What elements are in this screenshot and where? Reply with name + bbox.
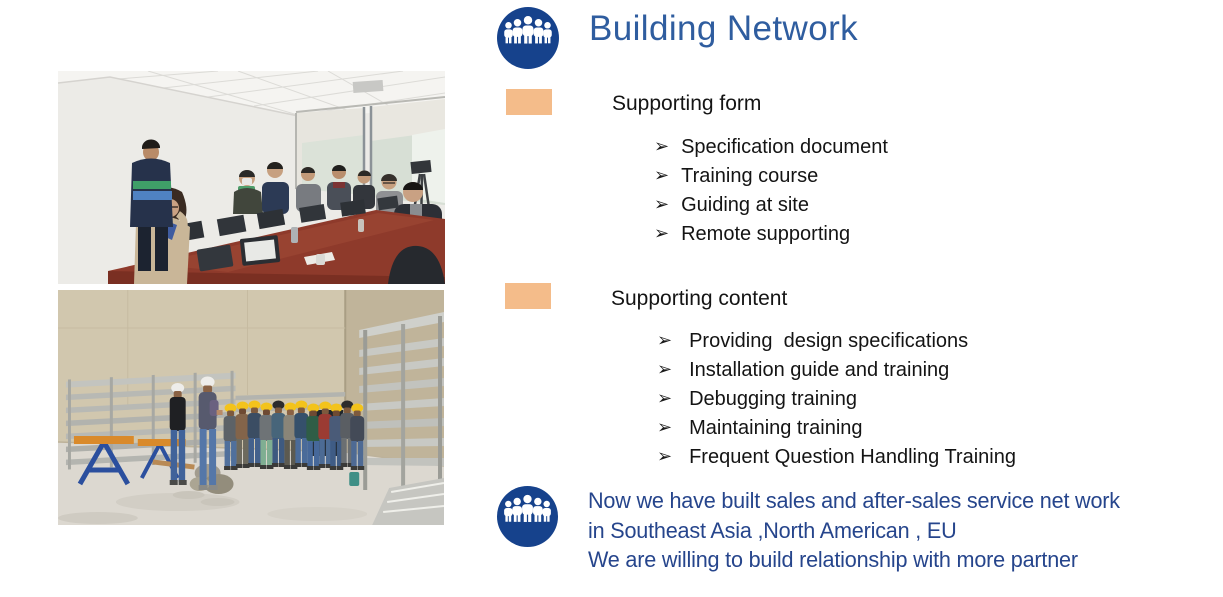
list-item: ➢ Installation guide and training [657,356,1016,385]
arrow-bullet-icon: ➢ [654,165,670,185]
list-item: ➢ Training course [654,162,888,191]
footer-line: Now we have built sales and after-sales service net work [588,488,1120,513]
list-item: ➢ Guiding at site [654,191,888,220]
list-item: ➢ Remote supporting [654,220,888,249]
supporting-content-list [657,327,1016,472]
supporting-form-list [654,133,888,249]
footer-line: We are willing to build relationship with more partner [588,547,1078,572]
list-item: ➢ Frequent Question Handling Training [657,443,1016,472]
classroom-training-photo [58,71,445,284]
arrow-bullet-icon: ➢ [654,194,670,214]
list-item: ➢ Maintaining training [657,414,1016,443]
list-item: ➢ Debugging training [657,385,1016,414]
footer-paragraph [588,486,1120,575]
section-heading-supporting-content: Supporting content [611,287,788,310]
arrow-bullet-icon: ➢ [657,330,673,350]
arrow-bullet-icon: ➢ [657,359,673,379]
page-title: Building Network [589,9,859,48]
site-guidance-photo [58,290,444,525]
orange-section-marker [505,283,551,309]
list-item: ➢ Providing design specifications [657,327,1016,356]
orange-section-marker [506,89,552,115]
arrow-bullet-icon: ➢ [657,388,673,408]
list-item: ➢ Specification document [654,133,888,162]
arrow-bullet-icon: ➢ [657,417,673,437]
arrow-bullet-icon: ➢ [657,446,673,466]
section-heading-supporting-form: Supporting form [612,92,762,115]
people-group-icon [496,6,560,70]
people-group-icon [496,485,559,548]
arrow-bullet-icon: ➢ [654,223,670,243]
arrow-bullet-icon: ➢ [654,136,670,156]
footer-line: in Southeast Asia ,North American , EU [588,517,957,543]
